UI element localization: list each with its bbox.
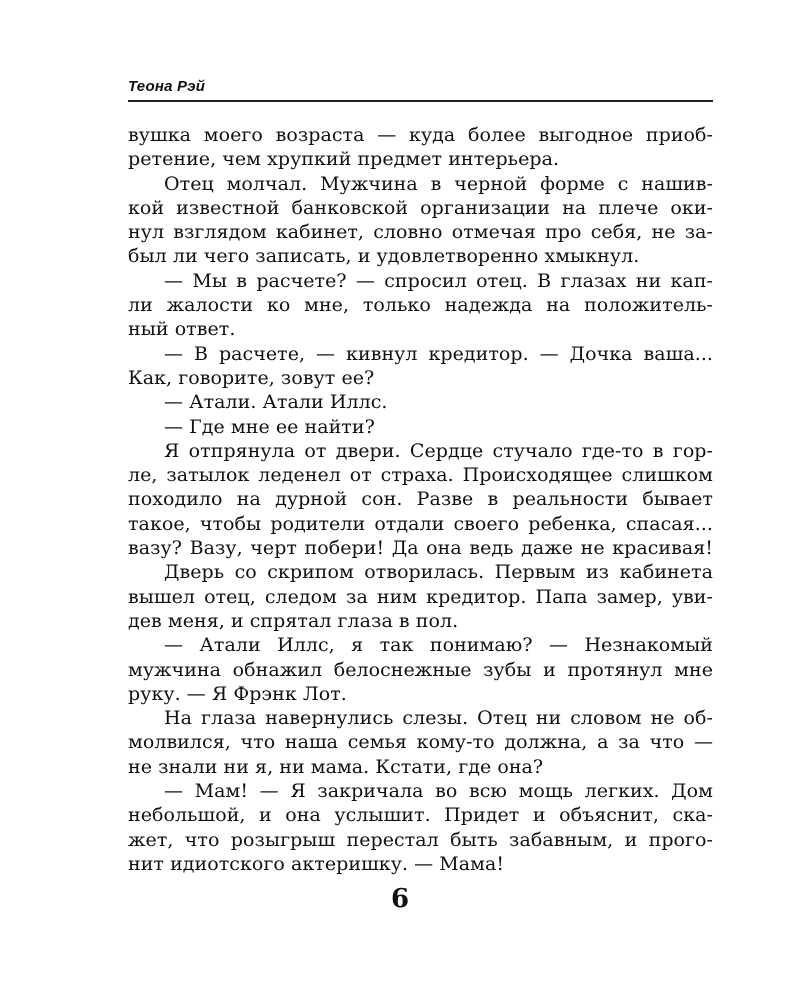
page-number: 6: [390, 884, 410, 914]
text-line: молвился, что наша семья кому-то должна, а за что —: [128, 731, 713, 754]
text-line: нул взглядом кабинет, словно отмечая про себя, не за-: [128, 221, 713, 244]
text-line: — Где мне ее найти?: [164, 415, 375, 438]
text-line: вазу? Вазу, черт побери! Да она ведь даже не красивая!: [128, 537, 713, 560]
text-line: Как, говорите, зовут ее?: [128, 366, 375, 389]
body-text: [128, 123, 713, 876]
text-line: Отец молчал. Мужчина в черной форме с нашив-: [164, 172, 713, 195]
text-line: был ли чего записать, и удовлетворенно хмыкнул.: [128, 245, 640, 268]
text-line: ретение, чем хрупкий предмет интерьера.: [128, 148, 560, 171]
text-line: походило на дурной сон. Разве в реальности бывает: [128, 488, 713, 511]
text-line: На глаза навернулись слезы. Отец ни словом не об-: [164, 707, 713, 730]
text-line: ле, затылок леденел от страха. Происходящее слишком: [128, 464, 713, 487]
text-line: Дверь со скрипом отворилась. Первым из кабинета: [164, 561, 713, 584]
text-line: вышел отец, следом за ним кредитор. Папа замер, уви-: [128, 585, 713, 608]
text-line: — Атали. Атали Иллс.: [164, 391, 388, 414]
text-line: небольшой, и она услышит. Придет и объяснит, ска-: [128, 804, 713, 827]
text-line: — В расчете, — кивнул кредитор. — Дочка ваша...: [164, 342, 713, 365]
text-line: вушка моего возраста — куда более выгодное приоб-: [128, 124, 713, 146]
text-line: — Атали Иллс, я так понимаю? — Незнакомый: [164, 634, 713, 657]
text-line: ли жалости ко мне, только надежда на положитель-: [128, 294, 713, 317]
text-line: Я отпрянула от двери. Сердце стучало где-то в гор-: [164, 439, 713, 462]
text-line: не знали ни я, ни мама. Кстати, где она?: [128, 755, 544, 778]
text-line: такое, чтобы родители отдали своего ребенка, спасая...: [128, 512, 713, 535]
text-line: ный ответ.: [128, 318, 236, 341]
text-line: жет, что розыгрыш перестал быть забавным, и прого-: [128, 828, 713, 851]
text-line: мужчина обнажил белоснежные зубы и протянул мне: [128, 658, 713, 681]
text-line: нит идиотского актеришку. — Мама!: [128, 852, 505, 875]
text-line: — Мам! — Я закричала во всю мощь легких. Дом: [164, 780, 713, 803]
text-line: кой известной банковской организации на плече оки-: [128, 196, 713, 219]
text-line: — Мы в расчете? — спросил отец. В глазах ни кап-: [164, 269, 713, 292]
text-line: дев меня, и спрятал глаза в пол.: [128, 609, 459, 632]
header-rule: [128, 100, 713, 102]
text-line: руку. — Я Фрэнк Лот.: [128, 682, 347, 705]
running-head-author: Теона Рэй: [128, 78, 206, 95]
